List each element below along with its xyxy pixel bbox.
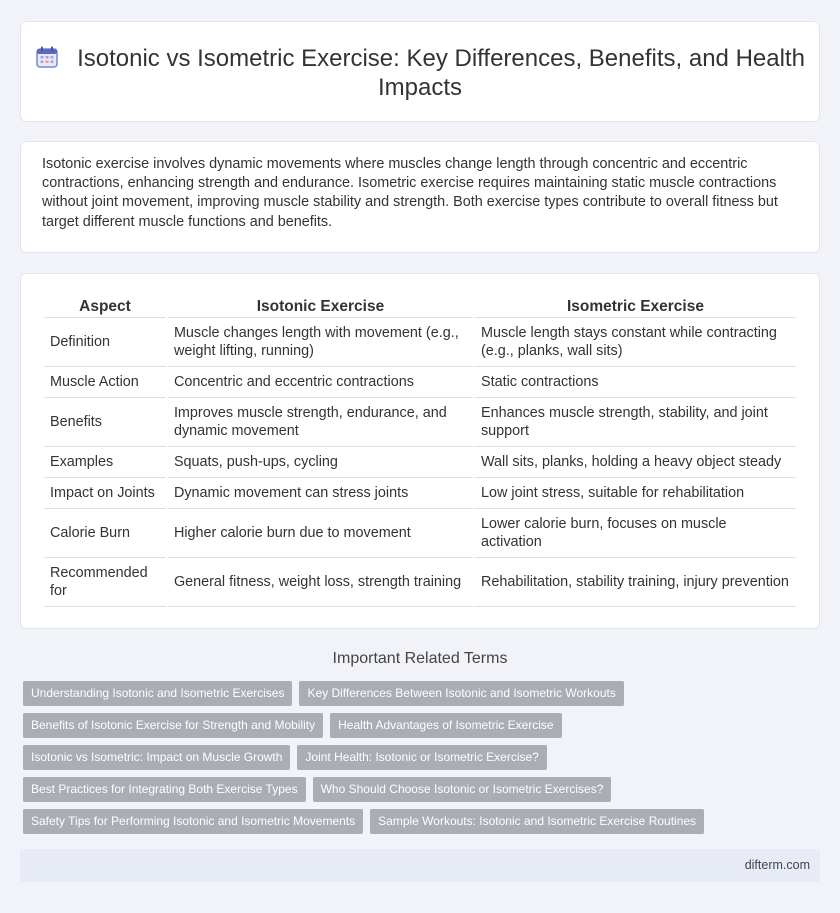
related-terms-list <box>23 681 823 841</box>
related-term-tag[interactable]: Key Differences Between Isotonic and Isometric Workouts <box>299 681 623 706</box>
comparison-card <box>20 273 820 629</box>
table-cell: Wall sits, planks, holding a heavy object steady <box>475 447 796 478</box>
column-header: Aspect <box>44 296 166 318</box>
related-term-tag[interactable]: Who Should Choose Isotonic or Isometric Exercises? <box>313 777 612 802</box>
table-cell: Impact on Joints <box>44 478 166 509</box>
table-cell: Muscle changes length with movement (e.g., weight lifting, running) <box>168 318 473 367</box>
related-term-tag[interactable]: Benefits of Isotonic Exercise for Strength and Mobility <box>23 713 323 738</box>
table-cell: Dynamic movement can stress joints <box>168 478 473 509</box>
table-row <box>44 398 796 447</box>
table-header-row <box>44 296 796 318</box>
table-row <box>44 447 796 478</box>
related-term-tag[interactable]: Joint Health: Isotonic or Isometric Exercise? <box>297 745 546 770</box>
table-cell: Squats, push-ups, cycling <box>168 447 473 478</box>
table-row <box>44 478 796 509</box>
table-cell: Enhances muscle strength, stability, and joint support <box>475 398 796 447</box>
table-cell: Concentric and eccentric contractions <box>168 367 473 398</box>
table-cell: Examples <box>44 447 166 478</box>
related-term-tag[interactable]: Isotonic vs Isometric: Impact on Muscle Growth <box>23 745 290 770</box>
table-cell: Rehabilitation, stability training, injury prevention <box>475 558 796 607</box>
table-row <box>44 367 796 398</box>
title-card <box>20 21 820 122</box>
tag-row <box>23 809 823 841</box>
table-cell: Muscle length stays constant while contracting (e.g., planks, wall sits) <box>475 318 796 367</box>
related-terms-title: Important Related Terms <box>332 650 508 667</box>
calendar-icon <box>35 45 59 69</box>
tag-row <box>23 745 823 777</box>
table-cell: General fitness, weight loss, strength training <box>168 558 473 607</box>
table-row <box>44 318 796 367</box>
table-row <box>44 509 796 558</box>
related-term-tag[interactable]: Safety Tips for Performing Isotonic and Isometric Movements <box>23 809 363 834</box>
page-title-wrap <box>21 44 819 102</box>
column-header: Isometric Exercise <box>475 296 796 318</box>
related-term-tag[interactable]: Understanding Isotonic and Isometric Exercises <box>23 681 292 706</box>
table-cell: Low joint stress, suitable for rehabilitation <box>475 478 796 509</box>
related-term-tag[interactable]: Health Advantages of Isometric Exercise <box>330 713 561 738</box>
column-header: Isotonic Exercise <box>168 296 473 318</box>
footer <box>20 849 820 882</box>
table-cell: Definition <box>44 318 166 367</box>
related-term-tag[interactable]: Sample Workouts: Isotonic and Isometric Exercise Routines <box>370 809 704 834</box>
tag-row <box>23 681 823 713</box>
table-cell: Lower calorie burn, focuses on muscle activation <box>475 509 796 558</box>
intro-card <box>20 141 820 253</box>
page-title: Isotonic vs Isometric Exercise: Key Differences, Benefits, and Health Impacts <box>77 45 805 101</box>
table-cell: Static contractions <box>475 367 796 398</box>
comparison-table <box>42 296 798 607</box>
table-cell: Higher calorie burn due to movement <box>168 509 473 558</box>
table-cell: Muscle Action <box>44 367 166 398</box>
intro-paragraph: Isotonic exercise involves dynamic movements where muscles change length through concentric and eccentric contractions, enhancing strength and endurance. Isometric exercise requires maintaining static muscle contractions without joint movement, improving muscle stability and strength. Both exercise types contribute to overall fitness but target different muscle functions and benefits. <box>42 156 778 230</box>
table-cell: Benefits <box>44 398 166 447</box>
table-row <box>44 558 796 607</box>
table-cell: Recommended for <box>44 558 166 607</box>
related-term-tag[interactable]: Best Practices for Integrating Both Exercise Types <box>23 777 306 802</box>
footer-site-link[interactable]: difterm.com <box>744 858 810 872</box>
tag-row <box>23 777 823 809</box>
table-cell: Calorie Burn <box>44 509 166 558</box>
table-cell: Improves muscle strength, endurance, and dynamic movement <box>168 398 473 447</box>
tag-row <box>23 713 823 745</box>
